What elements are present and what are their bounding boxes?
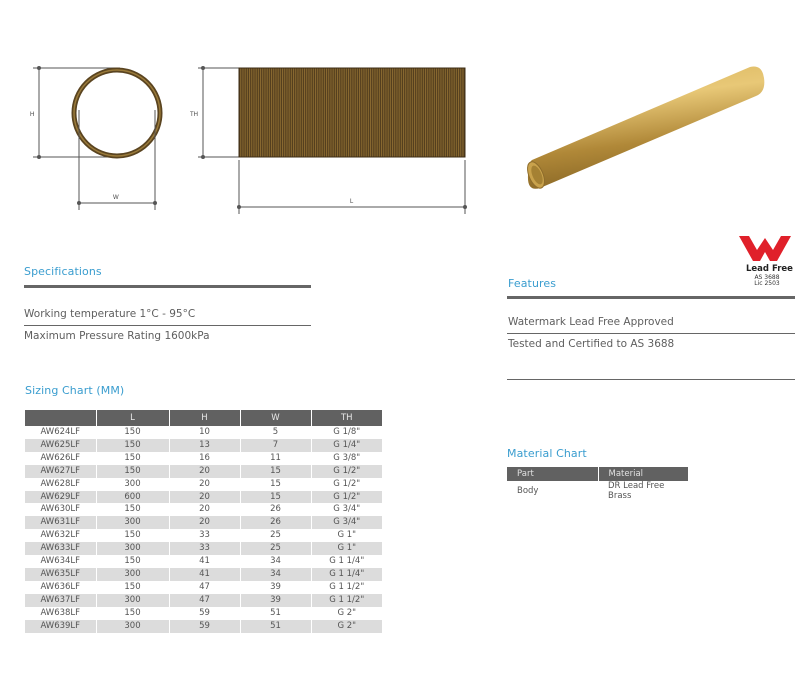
cell-w: 11 <box>240 452 311 465</box>
cell-th: G 3/4" <box>311 503 382 516</box>
side-view-drawing <box>198 66 467 214</box>
features-title: Features <box>508 277 557 290</box>
badge-licence: Lic 2503 <box>754 280 780 287</box>
cell-w: 26 <box>240 516 311 529</box>
column-header-material: Material <box>598 467 688 481</box>
cell-l: 300 <box>96 516 169 529</box>
table-row <box>507 481 688 501</box>
specifications-title: Specifications <box>24 265 102 278</box>
spec-item: Working temperature 1°C - 95°C <box>24 308 196 320</box>
cell-model: AW636LF <box>40 581 81 592</box>
cell-h: 16 <box>169 452 240 465</box>
table-row <box>25 568 382 581</box>
feature-item: Tested and Certified to AS 3688 <box>508 338 675 350</box>
features-rule <box>507 296 795 299</box>
cell-part: Body <box>517 486 539 496</box>
cell-model: AW627LF <box>25 465 96 478</box>
cell-l: 150 <box>96 452 169 465</box>
sizing-chart-title: Sizing Chart (MM) <box>25 384 125 397</box>
table-row <box>25 516 382 529</box>
table-row <box>25 491 382 504</box>
cell-th: G 1 1/4" <box>311 568 382 581</box>
cell-model: AW638LF <box>40 607 81 618</box>
cell-l: 300 <box>96 594 169 607</box>
cell-l: 150 <box>96 555 169 568</box>
cell-l: 300 <box>96 568 169 581</box>
cell-l: 600 <box>96 491 169 504</box>
cell-th: G 1/2" <box>311 478 382 491</box>
table-row <box>25 607 382 620</box>
cell-w: 15 <box>240 465 311 478</box>
cell-model: AW635LF <box>25 568 96 581</box>
h-dimension-label: H <box>30 112 35 118</box>
cell-l: 150 <box>96 503 169 516</box>
cell-w: 51 <box>240 607 311 620</box>
l-dimension-label: L <box>350 199 354 205</box>
cell-h: 59 <box>169 620 240 633</box>
specifications-rule <box>24 285 311 288</box>
cell-w: 25 <box>240 542 311 555</box>
badge-standard: AS 3688 <box>754 274 780 281</box>
material-header-row <box>507 467 688 481</box>
cell-h: 13 <box>169 439 240 452</box>
column-header-l: L <box>96 410 169 426</box>
cell-th: G 1 1/2" <box>311 594 382 607</box>
cell-th: G 1/4" <box>311 439 382 452</box>
material-chart-table <box>507 467 688 501</box>
table-row <box>25 529 382 542</box>
table-row <box>25 478 382 491</box>
cell-model: AW639LF <box>25 620 96 633</box>
cell-w: 25 <box>240 529 311 542</box>
table-row <box>25 426 382 439</box>
table-row <box>25 439 382 452</box>
cell-w: 26 <box>240 503 311 516</box>
cell-w: 34 <box>240 555 311 568</box>
watermark-w-logo-icon <box>735 233 795 263</box>
cell-w: 34 <box>240 568 311 581</box>
table-row <box>25 465 382 478</box>
cell-model: AW624LF <box>40 427 81 437</box>
feature-divider <box>507 333 795 334</box>
cell-th: G 1/2" <box>311 491 382 504</box>
w-dimension-label: W <box>113 195 119 201</box>
cell-h: 20 <box>169 516 240 529</box>
cell-th: G 2" <box>311 620 382 633</box>
cell-th: G 1/8" <box>311 426 382 439</box>
cell-h: 47 <box>169 581 240 594</box>
cell-h: 20 <box>169 491 240 504</box>
table-row <box>25 503 382 516</box>
cell-h: 20 <box>169 465 240 478</box>
cell-w: 39 <box>240 581 311 594</box>
features-bottom-rule <box>507 379 795 380</box>
cell-l: 150 <box>96 529 169 542</box>
column-header-model <box>25 410 96 426</box>
sizing-header-row <box>25 410 382 426</box>
cell-model: AW632LF <box>40 530 81 541</box>
cell-model: AW631LF <box>25 516 96 529</box>
material-chart-title: Material Chart <box>507 447 587 460</box>
table-row <box>25 555 382 568</box>
cell-h: 33 <box>169 542 240 555</box>
technical-drawings <box>0 0 807 230</box>
column-header-th: TH <box>311 410 382 426</box>
cell-model: AW626LF <box>40 452 81 463</box>
cell-th: G 3/4" <box>311 516 382 529</box>
cell-model: AW628LF <box>40 478 81 489</box>
end-view-drawing <box>33 66 160 210</box>
table-row <box>25 452 382 465</box>
column-header-part: Part <box>507 467 598 481</box>
column-header-h: H <box>169 410 240 426</box>
cell-material: DR Lead Free Brass <box>608 481 665 501</box>
th-dimension-label: TH <box>190 112 198 118</box>
sizing-chart-table <box>25 410 382 633</box>
cell-h: 20 <box>169 503 240 516</box>
cell-th: G 1 1/2" <box>311 581 382 594</box>
cell-h: 33 <box>169 529 240 542</box>
cell-w: 7 <box>240 439 311 452</box>
cell-h: 47 <box>169 594 240 607</box>
cell-h: 10 <box>169 426 240 439</box>
cell-h: 20 <box>169 478 240 491</box>
cell-th: G 1" <box>311 529 382 542</box>
cell-model: AW634LF <box>40 556 81 567</box>
watermark-badge <box>735 233 795 293</box>
cell-h: 41 <box>169 555 240 568</box>
cell-l: 150 <box>96 439 169 452</box>
cell-l: 300 <box>96 478 169 491</box>
cell-model: AW637LF <box>25 594 96 607</box>
cell-w: 5 <box>240 426 311 439</box>
product-photo-brass-tube <box>524 66 764 190</box>
cell-l: 300 <box>96 620 169 633</box>
cell-model: AW633LF <box>25 542 96 555</box>
cell-l: 300 <box>96 542 169 555</box>
cell-l: 150 <box>96 426 169 439</box>
cell-th: G 1 1/4" <box>311 555 382 568</box>
cell-l: 150 <box>96 465 169 478</box>
cell-w: 15 <box>240 491 311 504</box>
cell-l: 150 <box>96 607 169 620</box>
table-row <box>25 542 382 555</box>
cell-w: 51 <box>240 620 311 633</box>
cell-model: AW625LF <box>25 439 96 452</box>
cell-th: G 1/2" <box>311 465 382 478</box>
cell-th: G 2" <box>311 607 382 620</box>
table-row <box>25 594 382 607</box>
cell-th: G 3/8" <box>311 452 382 465</box>
column-header-w: W <box>240 410 311 426</box>
spec-item: Maximum Pressure Rating 1600kPa <box>24 330 210 342</box>
table-row <box>25 620 382 633</box>
spec-divider <box>24 325 311 326</box>
table-row <box>25 581 382 594</box>
cell-w: 39 <box>240 594 311 607</box>
cell-h: 41 <box>169 568 240 581</box>
cell-l: 150 <box>96 581 169 594</box>
cell-w: 15 <box>240 478 311 491</box>
cell-h: 59 <box>169 607 240 620</box>
cell-th: G 1" <box>311 542 382 555</box>
lead-free-label: Lead Free <box>746 264 793 274</box>
feature-item: Watermark Lead Free Approved <box>508 316 674 328</box>
cell-model: AW629LF <box>25 491 96 504</box>
cell-model: AW630LF <box>40 504 81 515</box>
